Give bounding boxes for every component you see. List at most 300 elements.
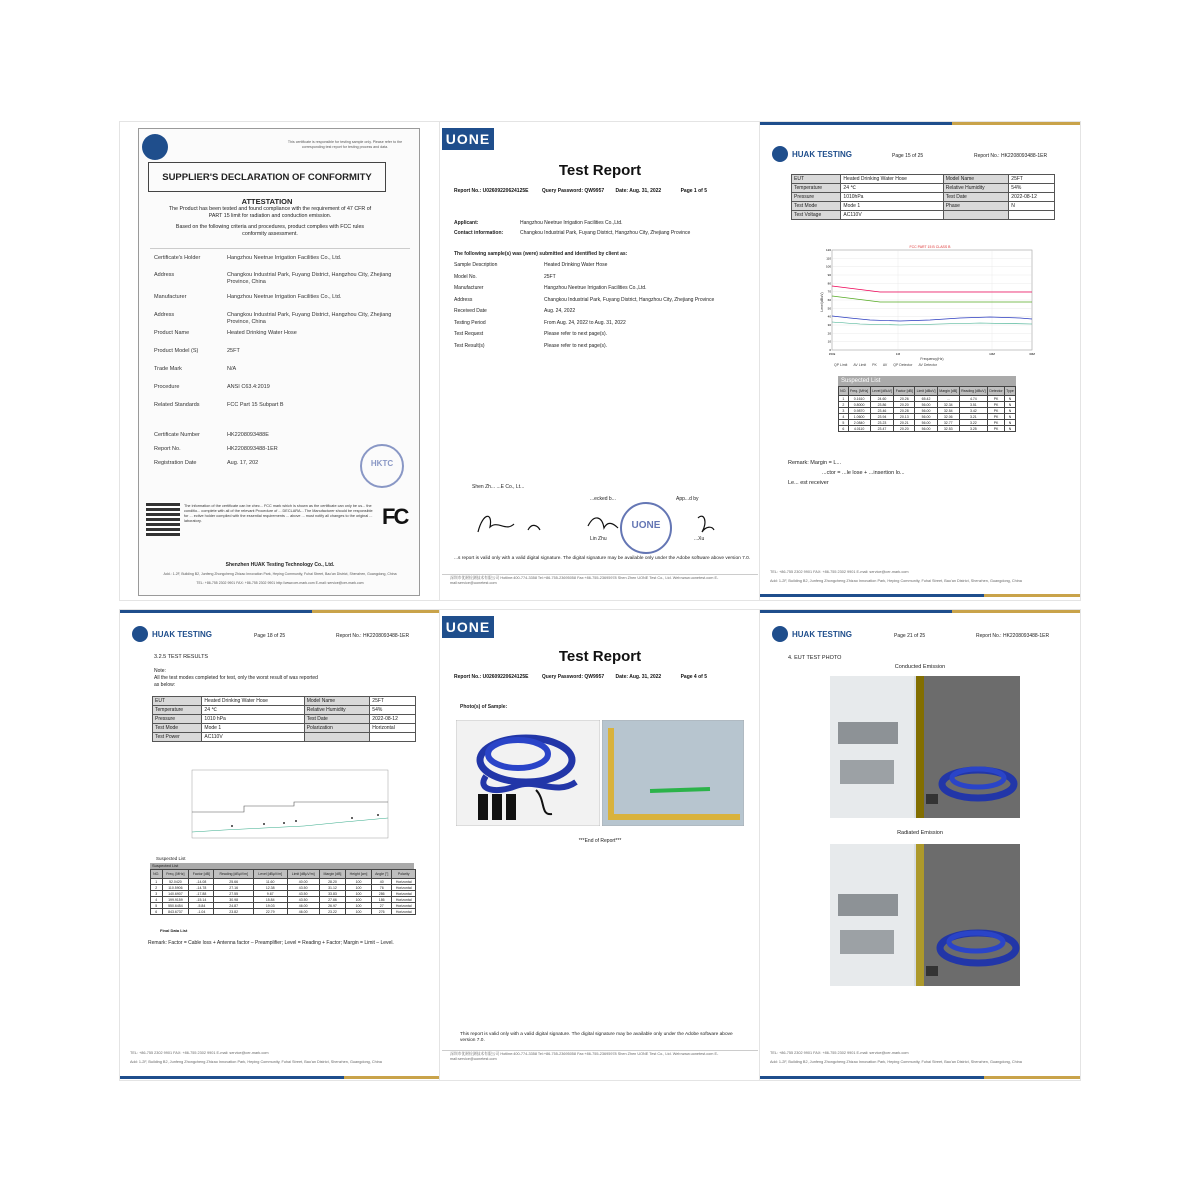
table-cell: PK	[988, 420, 1005, 426]
conducted-caption: Conducted Emission	[894, 664, 946, 670]
table-cell: N	[1004, 414, 1015, 420]
table-cell: 23.94	[870, 414, 894, 420]
y-tick-label: 20	[827, 331, 831, 336]
query-password: Query Password: QW9957	[541, 188, 605, 194]
table-cell: 40.00	[287, 879, 319, 885]
table-cell: 26.97	[319, 903, 345, 909]
note-text-2: as below:	[154, 682, 176, 688]
report-title: Test Report	[558, 648, 642, 665]
table-cell: 65.42	[915, 396, 938, 402]
page-number: Page 15 of 25	[892, 153, 924, 159]
contact-label: Contact information:	[454, 230, 504, 236]
table-cell: 100	[346, 885, 372, 891]
cert-field-value: FCC Part 15 Subpart B	[227, 402, 284, 408]
footer-divider	[442, 1050, 758, 1051]
table-row	[792, 211, 1055, 220]
sample-field-value: Aug. 24, 2022	[544, 308, 576, 314]
remark: Remark: Factor = Cable loss + Antenna factor – Preamplifier; Level = Reading + Factor; Margin = Limit – Level.	[148, 940, 394, 946]
table-cell: 52.0420	[162, 879, 189, 885]
table-header-row	[839, 387, 1016, 396]
table-cell: Temperature	[153, 706, 202, 715]
table-cell: 56.00	[915, 420, 938, 426]
huak-brand: HUAK TESTING	[152, 630, 212, 639]
validity-note: This report is valid only with a valid digital signature. The digital signature may be available only under the Adobe software above version 7.0.	[460, 1032, 733, 1043]
table-cell: Mode 1	[202, 724, 304, 733]
sample-field-value: Please refer to next page(s).	[544, 342, 608, 349]
table-cell: Pressure	[153, 715, 202, 724]
sample-photo-hose	[456, 720, 600, 826]
x-tick-label: 30M	[1029, 352, 1035, 356]
table-cell: 20.26	[894, 396, 915, 402]
huak-brand: HUAK TESTING	[792, 150, 852, 159]
table-cell: 32.53	[937, 426, 959, 432]
table-cell: 2.0840	[848, 420, 870, 426]
column-header: Factor [dB]	[189, 870, 214, 879]
contact-value: Changkou Industrial Park, Fuyang District, Hangzhou City, Zhejiang Province	[520, 230, 691, 236]
x-axis-label: Frequency(Hz)	[920, 357, 944, 361]
table-cell: -15.14	[189, 897, 214, 903]
radiated-caption: Radiated Emission	[897, 830, 943, 836]
report-header-line	[454, 188, 754, 194]
column-header: Limit [dBuV]	[915, 387, 938, 396]
final-data-caption: Final Data List	[160, 928, 188, 933]
huak-seal-logo	[142, 134, 168, 160]
table-cell: 4.74	[959, 396, 988, 402]
table-row	[792, 175, 1055, 184]
chart-title: FCC PART 15 B CLASS B	[909, 245, 951, 249]
signer-1-name: Lin Zhu	[590, 536, 607, 542]
cert-field-value: Hangzhou Neetrue Irrigation Facilities Co., Ltd.	[227, 294, 342, 300]
table-cell: 4	[151, 897, 163, 903]
header-stripe	[760, 122, 1080, 125]
table-cell: 23.46	[870, 408, 894, 414]
table-header-row	[151, 870, 416, 879]
table-row	[153, 733, 416, 742]
report-header-line	[454, 674, 754, 680]
table-cell: 3.22	[959, 420, 988, 426]
suspected-list-title: Suspected List	[150, 863, 414, 869]
table-cell: 3.25	[959, 426, 988, 432]
cert-field-value: HK2208093488-1ER	[227, 446, 278, 452]
y-tick-label: 10	[827, 339, 831, 344]
report-number: Report No.: U02609220624125E	[454, 674, 529, 680]
column-header: Angle [°]	[372, 870, 392, 879]
cert-address: Add.: 1-2F, Building B2, Junfeng Zhongcheng Zhizao Innovation Park, Heping Community, Fuhai Street, Bao'an District, Shenzhen, Guangdong, China	[163, 572, 397, 576]
table-cell: 56.00	[915, 414, 938, 420]
table-cell: Test Voltage	[792, 211, 841, 220]
remark-line-2: ...ctor = ...le lose + ...insertion lo...	[822, 470, 905, 476]
table-cell: 32.34	[937, 402, 959, 408]
cert-company: Shenzhen HUAK Testing Technology Co., Ltd.	[225, 562, 335, 568]
column-header: Reading [dBuV]	[959, 387, 988, 396]
table-cell: 5	[151, 903, 163, 909]
table-cell	[370, 733, 416, 742]
table-cell: 40	[372, 879, 392, 885]
table-cell: 1010hPa	[841, 193, 943, 202]
test-conditions-table	[791, 174, 1055, 220]
table-cell: 140.6907	[162, 891, 189, 897]
footer-divider	[442, 574, 758, 575]
x-tick-label: 10M	[989, 352, 995, 356]
table-cell: N	[1004, 402, 1015, 408]
footer-stripe	[120, 1076, 440, 1079]
table-cell: Horizontal	[392, 879, 416, 885]
table-cell: EUT	[153, 697, 202, 706]
footer-stripe	[760, 1076, 1080, 1079]
chart-legend	[834, 362, 943, 368]
table-cell	[1009, 211, 1055, 220]
sdoc-certificate-page	[120, 122, 440, 600]
column-header: Type	[1004, 387, 1015, 396]
table-cell: 54%	[1009, 184, 1055, 193]
table-cell: 56.00	[915, 402, 938, 408]
sample-field-label: Testing Period	[454, 319, 486, 326]
table-cell: 100	[346, 891, 372, 897]
table-cell: AC110V	[202, 733, 304, 742]
table-cell: Test Power	[153, 733, 202, 742]
section-heading: 3.2.5 TEST RESULTS	[154, 654, 209, 660]
table-cell: 100	[346, 879, 372, 885]
table-row	[153, 697, 416, 706]
table-cell: Horizontal	[370, 724, 416, 733]
table-cell: N	[1004, 408, 1015, 414]
huak-logo-icon	[132, 626, 148, 642]
cert-field-label: Product Name	[154, 330, 190, 336]
cert-field-label: Product Model (S)	[154, 348, 199, 354]
attestation-heading: ATTESTATION	[241, 197, 293, 206]
table-cell: 1	[151, 879, 163, 885]
table-cell: 25FT	[370, 697, 416, 706]
fcc-logo: FC	[382, 504, 408, 529]
table-cell: 2	[839, 402, 849, 408]
radiated-emission-photo	[830, 844, 1020, 986]
sample-field-label: Manufacturer	[454, 285, 484, 291]
table-cell: 23.47	[870, 426, 894, 432]
sample-field-label: Test Request	[454, 331, 484, 337]
table-cell: 33.83	[319, 891, 345, 897]
uone-footer: 深圳市优耐检测技术有限公司 Hotline:400-774-3358 Tel:+86-755-23695058 Fax:+86-755-23695978 Shen Zhen UONE Test Co., Ltd. Web:www.uonetest.com E-mail:service@uonetest.com	[450, 576, 719, 585]
huak-brand: HUAK TESTING	[792, 630, 852, 639]
table-cell: 20.28	[894, 408, 915, 414]
cert-field-value: ANSI C63.4:2019	[227, 384, 270, 390]
cert-top-note: This certificate is responsible for testing sample only. Please refer to the corresponding test report for testing process and data.	[287, 140, 403, 149]
remark-line-1: Remark: Margin = L...	[788, 460, 842, 466]
table-cell: 1010 hPa	[202, 715, 304, 724]
table-cell: Polarization	[304, 724, 370, 733]
cert-field-value: 25FT	[227, 348, 240, 354]
column-header: Polarity	[392, 870, 416, 879]
column-header: NO.	[151, 870, 163, 879]
table-cell: -5.84	[189, 903, 214, 909]
cert-field-label: Certificate's Holder	[154, 255, 201, 261]
suspected-caption: Suspected List	[156, 856, 186, 861]
legend-item: QP Limit	[834, 363, 848, 367]
page-number: Page 18 of 25	[254, 633, 286, 639]
table-cell: AC110V	[841, 211, 943, 220]
table-cell: -1.04	[189, 909, 214, 915]
cert-field-label: Address	[154, 272, 175, 278]
note-label: Note:	[154, 668, 166, 674]
y-tick-label: 40	[827, 314, 831, 319]
legend-item: AV Detector	[918, 363, 938, 367]
validity-note: ...s report is valid only with a valid digital signature. The digital signature may be available only under the Adobe software above version 7.0.	[454, 556, 751, 561]
table-cell: 31.12	[319, 885, 345, 891]
table-cell: Test Date	[943, 193, 1009, 202]
table-cell: 0.1610	[848, 396, 870, 402]
table-cell: 110.5906	[162, 885, 189, 891]
table-cell: 186	[372, 897, 392, 903]
sample-field-value: Heated Drinking Water Hose	[544, 262, 608, 268]
column-header: Margin [dB]	[319, 870, 345, 879]
table-cell: 550.6454	[162, 903, 189, 909]
header-stripe	[120, 610, 440, 613]
table-cell: Temperature	[792, 184, 841, 193]
table-cell: 46.00	[287, 903, 319, 909]
table-cell: N	[1004, 420, 1015, 426]
table-row	[153, 724, 416, 733]
table-cell: 43.50	[287, 897, 319, 903]
table-cell: Phase	[943, 202, 1009, 211]
table-cell: 15.84	[253, 897, 287, 903]
sample-field-value: From Aug. 24, 2022 to Aug. 31, 2022	[544, 319, 626, 326]
table-cell: 100	[346, 909, 372, 915]
radiated-emission-chart	[184, 766, 394, 850]
cert-field-label: Registration Date	[154, 460, 197, 466]
table-cell: 276	[372, 909, 392, 915]
table-cell: 100	[346, 897, 372, 903]
table-cell: Horizontal	[392, 891, 416, 897]
huak-logo-icon	[772, 146, 788, 162]
table-cell: PK	[988, 426, 1005, 432]
table-cell: N	[1004, 396, 1015, 402]
y-axis-label: Level(dBuV)	[820, 292, 824, 312]
table-cell: Relative Humidity	[304, 706, 370, 715]
table-cell: 2022-08-12	[1009, 193, 1055, 202]
legend-item: AV	[882, 363, 888, 367]
footer-address: Add: 1-2F, Building B2, Junfeng Zhongcheng Zhizao Innovation Park, Heping Community, Fuhai Street, Bao'an District, Shenzhen, Guangdong, China	[130, 1060, 382, 1064]
footer-address: Add: 1-2F, Building B2, Junfeng Zhongcheng Zhizao Innovation Park, Heping Community, Fuhai Street, Bao'an District, Shenzhen, Guangdong, China	[770, 579, 1022, 583]
cert-field-value: Aug. 17, 202	[227, 460, 259, 466]
table-cell: Model Name	[943, 175, 1009, 184]
table-cell: 19.03	[253, 903, 287, 909]
table-cell: 286	[372, 891, 392, 897]
table-cell: 6	[151, 909, 163, 915]
divider	[150, 248, 410, 249]
table-cell: 25FT	[1009, 175, 1055, 184]
table-cell: 24 ℃	[202, 706, 304, 715]
table-cell: Horizontal	[392, 903, 416, 909]
table-cell: 32.54	[937, 408, 959, 414]
cert-field-label: Procedure	[154, 384, 180, 390]
table-cell: 5	[839, 420, 849, 426]
footer-contact: TEL: +86-755 2302 9901 FAX: +86-755 2302 9901 E-mail: service@cer-mark.com	[130, 1051, 269, 1055]
uone-footer: 深圳市优耐检测技术有限公司 Hotline:400-774-3358 Tel:+86-755-23695058 Fax:+86-755-23695978 Shen Zhen UONE Test Co., Ltd. Web:www.uonetest.com E-mail:service@uonetest.com	[450, 1052, 719, 1061]
table-cell: 32.06	[937, 414, 959, 420]
table-cell: Horizontal	[392, 897, 416, 903]
table-cell: 28.20	[319, 879, 345, 885]
cert-title: SUPPLIER'S DECLARATION OF CONFORMITY	[162, 172, 372, 183]
suspected-list-title: Suspected List	[838, 376, 1016, 386]
y-tick-label: 50	[827, 306, 831, 311]
table-cell: 56.00	[915, 426, 938, 432]
table-cell: 100	[346, 903, 372, 909]
column-header: Freq. [MHz]	[162, 870, 189, 879]
x-tick-label: 1M	[895, 352, 901, 356]
cert-field-value: Hangzhou Neetrue Irrigation Facilities Co., Ltd.	[227, 255, 342, 261]
sample-field-label: Address	[454, 296, 473, 303]
page-number: Page 4 of 5	[680, 674, 707, 680]
cert-intro-1: The Product has been tested and found compliance with the requirement of 47 CFR of PART 15 limit for radiation and conduction emission.	[168, 206, 372, 219]
table-cell: 843.6737	[162, 909, 189, 915]
column-header: Height [cm]	[346, 870, 372, 879]
table-cell: Pressure	[792, 193, 841, 202]
table-cell: 20.20	[894, 426, 915, 432]
report-number: Report No.: HK2208093488-1ER	[974, 153, 1048, 159]
table-cell: Heated Drinking Water Hose	[841, 175, 943, 184]
x-tick-label: 150k	[828, 352, 836, 356]
cert-field-label: Trade Mark	[154, 366, 182, 372]
cert-field-label: Certificate Number	[154, 432, 200, 438]
uone-report-page-1	[440, 122, 760, 600]
table-row	[151, 909, 416, 915]
uone-seal-stamp: UONE	[620, 502, 672, 554]
table-row	[792, 202, 1055, 211]
table-cell: PK	[988, 402, 1005, 408]
cert-field-value: Changkou Industrial Park, Fuyang District, Hangzhou City, Zhejiang Province, China	[227, 272, 392, 285]
table-cell: 76	[372, 885, 392, 891]
table-cell: 20.13	[894, 414, 915, 420]
page-number: Page 1 of 5	[680, 188, 707, 194]
table-cell: Test Mode	[792, 202, 841, 211]
checked-by: ...ecked b...	[590, 496, 616, 502]
conducted-emission-chart	[820, 242, 1040, 364]
table-cell: Mode 1	[841, 202, 943, 211]
table-cell: 6	[839, 426, 849, 432]
table-cell: Relative Humidity	[943, 184, 1009, 193]
table-cell: N	[1009, 202, 1055, 211]
table-cell	[943, 211, 1009, 220]
table-cell: 23.22	[319, 909, 345, 915]
table-cell: 30.98	[214, 897, 253, 903]
column-header: Detector	[988, 387, 1005, 396]
table-cell: -14.08	[189, 879, 214, 885]
footer-contact: TEL: +86-755 2302 9901 FAX: +86-755 2302 9901 E-mail: service@cer-mark.com	[770, 570, 909, 574]
table-cell: 32.77	[937, 420, 959, 426]
table-cell: 3	[151, 891, 163, 897]
legend-item: QP Detector	[893, 363, 913, 367]
table-row	[153, 715, 416, 724]
remark-line-3: Le... est receiver	[788, 480, 829, 486]
table-cell: 12.38	[253, 885, 287, 891]
table-cell: 43.50	[287, 885, 319, 891]
table-cell: 56.00	[915, 408, 938, 414]
table-cell: 27.16	[214, 885, 253, 891]
cert-field-value: HK2208093488E	[227, 432, 269, 438]
cert-field-label: Related Standards	[154, 402, 200, 408]
query-password: Query Password: QW9957	[541, 674, 605, 680]
sample-field-value: Please refer to next page(s).	[544, 331, 608, 337]
legend-item: PK	[872, 363, 877, 367]
table-row	[792, 193, 1055, 202]
table-cell: 0.8000	[848, 402, 870, 408]
table-cell: EUT	[792, 175, 841, 184]
footer-stripe	[760, 594, 1080, 597]
cert-field-label: Manufacturer	[154, 294, 187, 300]
legend-item: AV Limit	[853, 363, 867, 367]
cert-fine-print: The information of the certificate can be chec... FCC mark which is shown as the certificate can only be us... the conditio... complete with all of the relevant Procedure of ... DECLARA... The Manufacturer should be responsible for ... ective holder complied with the essential requirements ... above ... must notify all changes to the original ... laboratory.	[184, 504, 373, 523]
y-tick-label: 100	[825, 264, 831, 269]
y-tick-label: 110	[826, 256, 831, 261]
signer-company: Shen Zh... ...E Co., Lt...	[472, 484, 525, 490]
table-cell: 24 ℃	[841, 184, 943, 193]
table-cell: Model Name	[304, 697, 370, 706]
table-cell: Horizontal	[392, 885, 416, 891]
report-number: Report No.: HK2208093488-1ER	[976, 633, 1050, 639]
table-cell: Test Mode	[153, 724, 202, 733]
table-cell: 24.60	[870, 396, 894, 402]
cert-field-label: Address	[154, 312, 175, 318]
table-row	[792, 184, 1055, 193]
huak-conducted-page	[760, 122, 1080, 600]
footer-contact: TEL: +86-755 2302 9901 FAX: +86-755 2302 9901 E-mail: service@cer-mark.com	[770, 1051, 909, 1055]
sample-field-value: Changkou Industrial Park, Fuyang District, Hangzhou City, Zhejiang Province	[544, 296, 715, 303]
table-cell: PK	[988, 396, 1005, 402]
sample-photo-ruler	[602, 720, 744, 826]
table-cell: 3	[839, 408, 849, 414]
sample-field-label: Received Date	[454, 308, 487, 314]
table-cell: 3.21	[959, 414, 988, 420]
applicant-value: Hangzhou Neetrue Irrigation Facilities Co.,Ltd.	[520, 220, 623, 226]
table-cell: Heated Drinking Water Hose	[202, 697, 304, 706]
note-text: All the test modes completed for test, only the worst result of was reported	[154, 675, 318, 681]
suspected-list-table	[838, 386, 1016, 432]
table-cell: 4	[839, 414, 849, 420]
conducted-emission-photo	[830, 676, 1020, 818]
table-cell: -17.88	[189, 891, 214, 897]
table-cell: 20.21	[894, 420, 915, 426]
cert-field-value: Changkou Industrial Park, Fuyang District, Hangzhou City, Zhejiang Province, China	[227, 312, 392, 325]
table-cell: Test Date	[304, 715, 370, 724]
table-cell: 54%	[370, 706, 416, 715]
table-cell: 23.82	[214, 909, 253, 915]
table-cell: 27	[372, 903, 392, 909]
table-cell: 20.20	[894, 402, 915, 408]
table-cell: 22.79	[253, 909, 287, 915]
table-cell: N	[1004, 426, 1015, 432]
table-cell: 199.9159	[162, 897, 189, 903]
table-cell: Horizontal	[392, 909, 416, 915]
y-tick-label: 30	[827, 323, 831, 327]
sample-field-value: Hangzhou Neetrue Irrigation Facilities Co.,Ltd.	[544, 285, 647, 291]
y-tick-label: 90	[827, 273, 831, 277]
table-cell: 4.0110	[848, 426, 870, 432]
cert-intro-2: Based on the following criteria and procedures, product complies with FCC rules conformity assessment.	[175, 224, 365, 237]
section-heading: 4. EUT TEST PHOTO	[788, 655, 842, 661]
column-header: Margin [dB]	[937, 387, 959, 396]
cert-field-label: Report No.	[154, 446, 181, 452]
report-date: Date: Aug. 31, 2022	[615, 188, 662, 194]
signer-2-name: ...Xu	[694, 536, 705, 542]
uone-report-page-4	[440, 610, 760, 1080]
table-cell: 27.66	[319, 897, 345, 903]
y-tick-label: 60	[827, 298, 831, 302]
table-cell: 0.9870	[848, 408, 870, 414]
test-conditions-table	[152, 696, 416, 742]
table-cell	[304, 733, 370, 742]
photos-label: Photo(s) of Sample:	[460, 704, 508, 710]
cert-contact: TEL: +86-755 2302 9901 FAX: +86-755 2302 9901 http://www.cer-mark.com E-mail: service@cer-mark.com	[196, 581, 364, 585]
table-row	[839, 426, 1016, 432]
